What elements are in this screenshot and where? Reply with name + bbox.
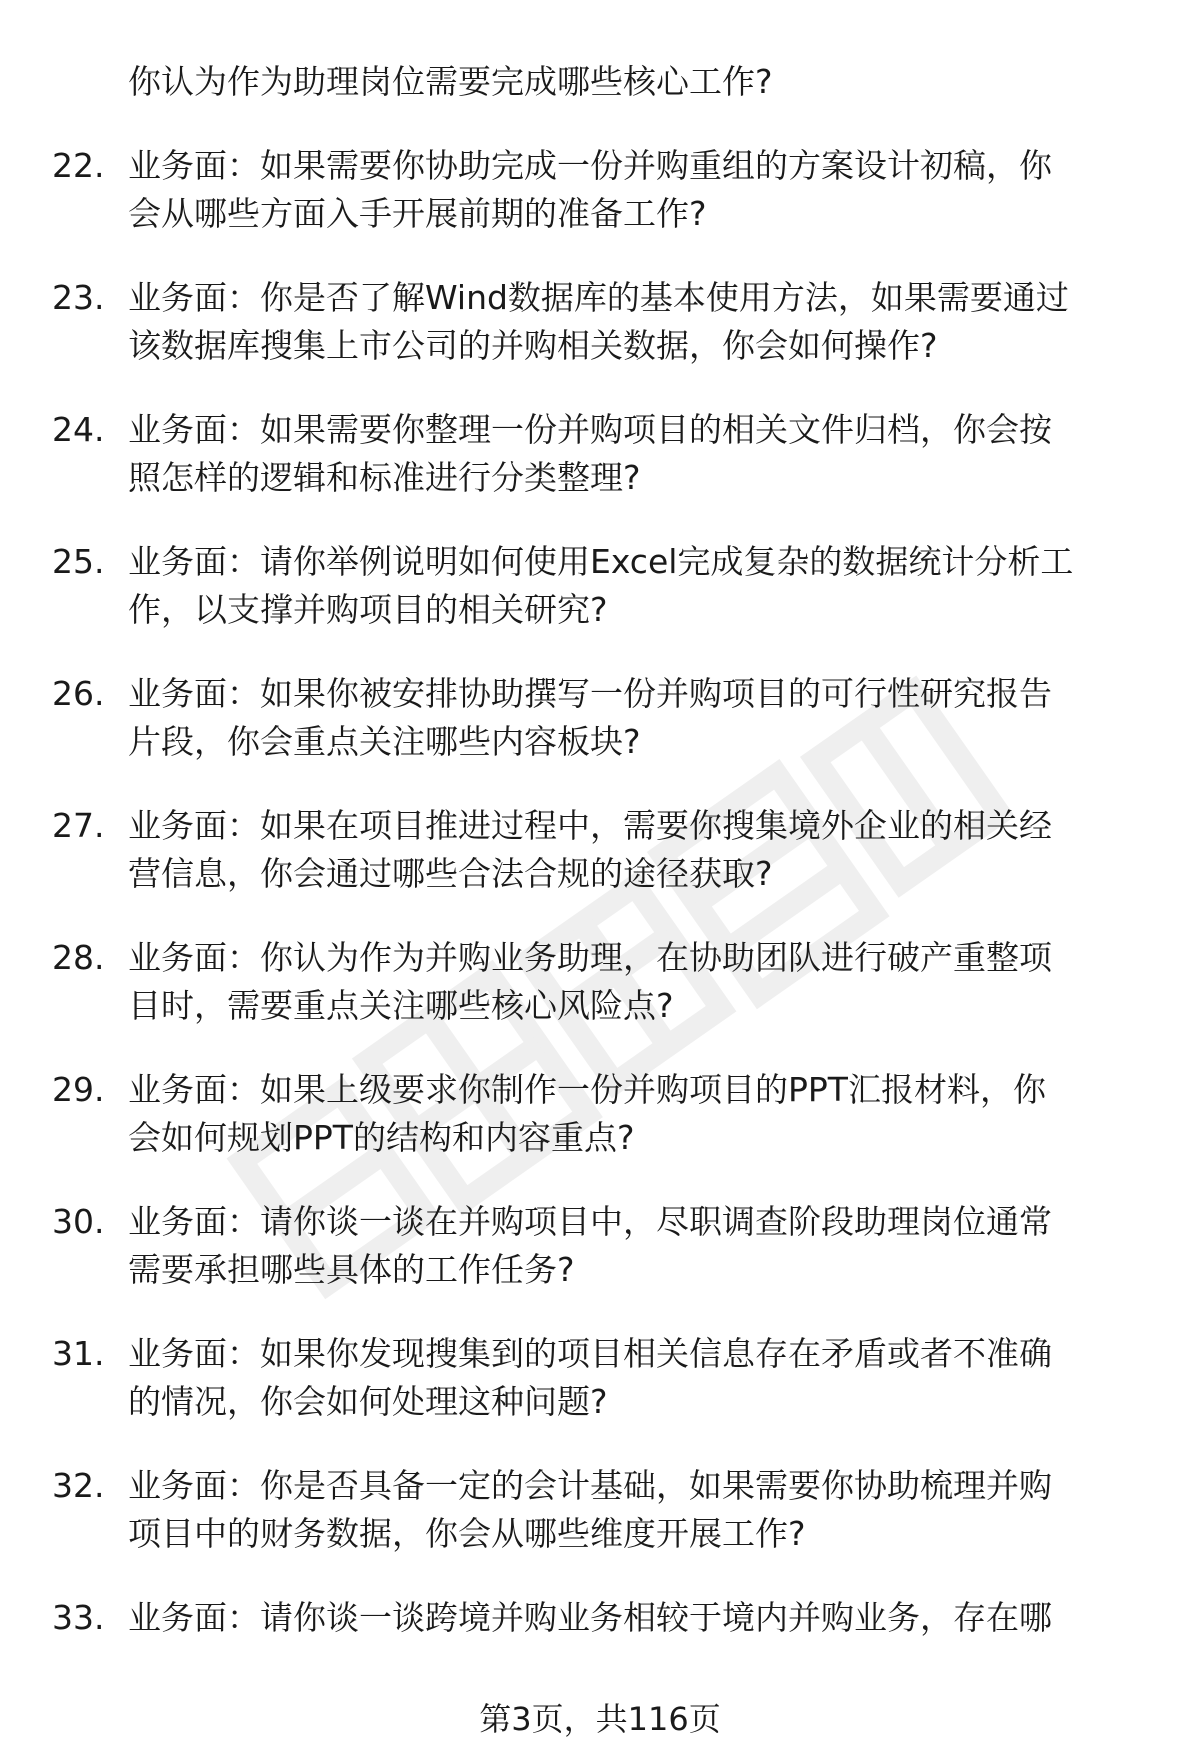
question-item [0, 274, 1200, 370]
question-line: 业务面：请你谈一谈在并购项目中，尽职调查阶段助理岗位通常 [128, 1202, 1052, 1241]
question-line: 照怎样的逻辑和标准进行分类整理? [128, 458, 641, 497]
question-text [128, 802, 1168, 898]
question-line: 项目中的财务数据，你会从哪些维度开展工作? [128, 1514, 806, 1553]
question-line: 业务面：你是否了解Wind数据库的基本使用方法，如果需要通过 [128, 278, 1069, 317]
question-line: 业务面：如果需要你整理一份并购项目的相关文件归档，你会按 [128, 410, 1052, 449]
question-line: 业务面：如果你被安排协助撰写一份并购项目的可行性研究报告 [128, 674, 1052, 713]
question-text [128, 1198, 1168, 1294]
question-item [0, 142, 1200, 238]
question-number: 27. [52, 806, 105, 845]
question-line: 业务面：请你谈一谈跨境并购业务相较于境内并购业务，存在哪 [128, 1598, 1052, 1637]
question-line: 的情况，你会如何处理这种问题? [128, 1382, 608, 1421]
question-number: 26. [52, 674, 105, 713]
question-text [128, 1330, 1168, 1426]
question-line: 目时，需要重点关注哪些核心风险点? [128, 986, 674, 1025]
question-text [128, 1066, 1168, 1162]
question-text [128, 406, 1168, 502]
question-item [0, 538, 1200, 634]
question-number: 22. [52, 146, 105, 185]
question-number: 30. [52, 1202, 105, 1241]
question-item [0, 670, 1200, 766]
question-line: 会从哪些方面入手开展前期的准备工作? [128, 194, 707, 233]
question-line: 片段，你会重点关注哪些内容板块? [128, 722, 641, 761]
question-item [0, 406, 1200, 502]
question-line: 营信息，你会通过哪些合法合规的途径获取? [128, 854, 773, 893]
question-line: 业务面：如果上级要求你制作一份并购项目的PPT汇报材料，你 [128, 1070, 1046, 1109]
question-text [128, 274, 1168, 370]
question-line: 会如何规划PPT的结构和内容重点? [128, 1118, 635, 1157]
question-line: 需要承担哪些具体的工作任务? [128, 1250, 575, 1289]
question-line: 业务面：你是否具备一定的会计基础，如果需要你协助梳理并购 [128, 1466, 1052, 1505]
question-item [0, 1066, 1200, 1162]
question-number: 29. [52, 1070, 105, 1109]
question-item [0, 1198, 1200, 1294]
question-number: 24. [52, 410, 105, 449]
question-line: 该数据库搜集上市公司的并购相关数据，你会如何操作? [128, 326, 938, 365]
question-number: 33. [52, 1598, 105, 1637]
question-item [0, 1594, 1200, 1642]
question-text [128, 934, 1168, 1030]
question-line: 业务面：如果在项目推进过程中，需要你搜集境外企业的相关经 [128, 806, 1052, 845]
question-item [0, 802, 1200, 898]
question-line: 作，以支撑并购项目的相关研究? [128, 590, 608, 629]
question-item [0, 934, 1200, 1030]
question-number: 31. [52, 1334, 105, 1373]
question-line: 业务面：请你举例说明如何使用Excel完成复杂的数据统计分析工 [128, 542, 1074, 581]
question-text [128, 538, 1168, 634]
question-text [128, 1462, 1168, 1558]
question-number: 28. [52, 938, 105, 977]
question-text [128, 1594, 1168, 1642]
question-line: 业务面：如果需要你协助完成一份并购重组的方案设计初稿，你 [128, 146, 1052, 185]
question-number: 32. [52, 1466, 105, 1505]
question-item [0, 1462, 1200, 1558]
page-footer: 第3页，共116页 [479, 1700, 721, 1738]
question-text [128, 142, 1168, 238]
question-text [128, 670, 1168, 766]
question-number: 25. [52, 542, 105, 581]
question-line: 业务面：你认为作为并购业务助理，在协助团队进行破产重整项 [128, 938, 1052, 977]
question-number: 23. [52, 278, 105, 317]
question-list [0, 58, 1200, 1642]
question-item [0, 1330, 1200, 1426]
continuation-line: 你认为作为助理岗位需要完成哪些核心工作? [128, 62, 773, 101]
question-line: 业务面：如果你发现搜集到的项目相关信息存在矛盾或者不准确 [128, 1334, 1052, 1373]
